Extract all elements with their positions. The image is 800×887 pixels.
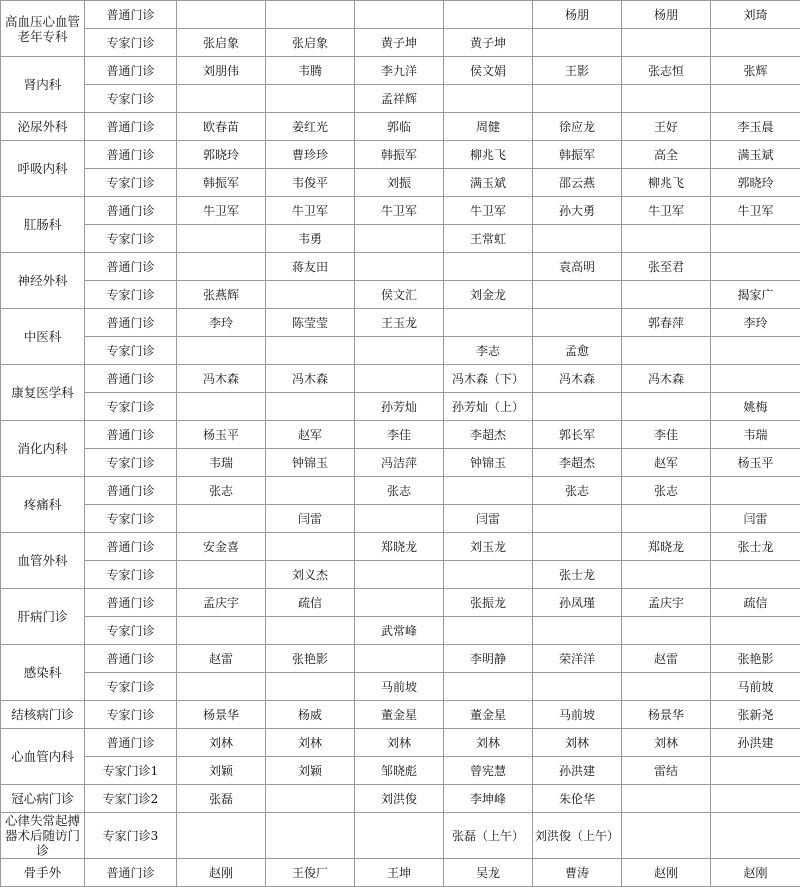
doctor-cell bbox=[711, 813, 800, 859]
department-name: 消化内科 bbox=[1, 421, 85, 477]
doctor-cell: 柳兆飞 bbox=[622, 169, 711, 197]
doctor-cell: 孟愈 bbox=[533, 337, 622, 365]
doctor-cell: 满玉斌 bbox=[711, 141, 800, 169]
doctor-cell: 王玉龙 bbox=[355, 309, 444, 337]
doctor-cell bbox=[622, 393, 711, 421]
table-row bbox=[1, 113, 800, 141]
doctor-cell: 刘林 bbox=[355, 729, 444, 757]
doctor-cell: 徐应龙 bbox=[533, 113, 622, 141]
doctor-cell bbox=[266, 85, 355, 113]
department-name: 中医科 bbox=[1, 309, 85, 365]
doctor-cell: 邹晓彪 bbox=[355, 757, 444, 785]
department-name: 肛肠科 bbox=[1, 197, 85, 253]
doctor-cell bbox=[355, 505, 444, 533]
doctor-cell bbox=[711, 561, 800, 589]
doctor-cell bbox=[622, 337, 711, 365]
clinic-type: 普通门诊 bbox=[85, 365, 177, 393]
doctor-cell: 李玲 bbox=[711, 309, 800, 337]
department-name: 肝病门诊 bbox=[1, 589, 85, 645]
doctor-cell: 揭家广 bbox=[711, 281, 800, 309]
doctor-cell: 赵军 bbox=[266, 421, 355, 449]
doctor-cell: 郑晓龙 bbox=[622, 533, 711, 561]
doctor-cell: 侯文娟 bbox=[444, 57, 533, 85]
doctor-cell bbox=[622, 617, 711, 645]
table-row bbox=[1, 253, 800, 281]
doctor-cell: 刘金龙 bbox=[444, 281, 533, 309]
doctor-cell bbox=[533, 29, 622, 57]
doctor-cell: 李九洋 bbox=[355, 57, 444, 85]
clinic-type: 专家门诊 bbox=[85, 85, 177, 113]
doctor-cell: 刘林 bbox=[177, 729, 266, 757]
doctor-cell: 王常虹 bbox=[444, 225, 533, 253]
doctor-cell: 李玲 bbox=[177, 309, 266, 337]
doctor-cell: 疏信 bbox=[711, 589, 800, 617]
doctor-cell bbox=[177, 337, 266, 365]
doctor-cell bbox=[177, 393, 266, 421]
clinic-type: 普通门诊 bbox=[85, 1, 177, 29]
doctor-cell: 王坤 bbox=[355, 859, 444, 887]
doctor-cell bbox=[266, 393, 355, 421]
doctor-cell: 孙凤瑾 bbox=[533, 589, 622, 617]
doctor-cell: 王好 bbox=[622, 113, 711, 141]
doctor-cell bbox=[444, 561, 533, 589]
doctor-cell bbox=[711, 477, 800, 505]
doctor-cell: 钟锦玉 bbox=[266, 449, 355, 477]
doctor-cell bbox=[622, 673, 711, 701]
table-row bbox=[1, 561, 800, 589]
doctor-cell: 李佳 bbox=[622, 421, 711, 449]
doctor-cell bbox=[444, 253, 533, 281]
doctor-cell bbox=[177, 1, 266, 29]
doctor-cell bbox=[444, 309, 533, 337]
doctor-cell: 冯木森 bbox=[266, 365, 355, 393]
doctor-cell: 曹珍珍 bbox=[266, 141, 355, 169]
clinic-type: 专家门诊1 bbox=[85, 757, 177, 785]
doctor-cell bbox=[533, 85, 622, 113]
doctor-cell: 马前坡 bbox=[711, 673, 800, 701]
doctor-cell: 朱伦华 bbox=[533, 785, 622, 813]
clinic-type: 专家门诊2 bbox=[85, 785, 177, 813]
doctor-cell: 韦腾 bbox=[266, 57, 355, 85]
doctor-cell: 曹涛 bbox=[533, 859, 622, 887]
doctor-cell: 郭春萍 bbox=[622, 309, 711, 337]
clinic-type: 专家门诊 bbox=[85, 617, 177, 645]
clinic-type: 专家门诊 bbox=[85, 505, 177, 533]
clinic-type: 专家门诊3 bbox=[85, 813, 177, 859]
department-name: 呼吸内科 bbox=[1, 141, 85, 197]
table-row bbox=[1, 449, 800, 477]
doctor-cell: 赵刚 bbox=[622, 859, 711, 887]
clinic-type: 普通门诊 bbox=[85, 533, 177, 561]
doctor-cell: 姜红光 bbox=[266, 113, 355, 141]
clinic-type: 专家门诊 bbox=[85, 337, 177, 365]
doctor-cell bbox=[622, 505, 711, 533]
doctor-cell: 赵刚 bbox=[711, 859, 800, 887]
department-name: 肾内科 bbox=[1, 57, 85, 113]
table-row bbox=[1, 701, 800, 729]
clinic-type: 专家门诊 bbox=[85, 449, 177, 477]
doctor-cell bbox=[355, 1, 444, 29]
clinic-type: 专家门诊 bbox=[85, 561, 177, 589]
doctor-cell: 张士龙 bbox=[533, 561, 622, 589]
doctor-cell bbox=[177, 505, 266, 533]
table-row bbox=[1, 533, 800, 561]
department-name: 感染科 bbox=[1, 645, 85, 701]
doctor-cell bbox=[444, 617, 533, 645]
clinic-type: 专家门诊 bbox=[85, 29, 177, 57]
doctor-cell: 钟锦玉 bbox=[444, 449, 533, 477]
clinic-type: 普通门诊 bbox=[85, 729, 177, 757]
doctor-cell: 姚梅 bbox=[711, 393, 800, 421]
doctor-cell: 牛卫军 bbox=[622, 197, 711, 225]
doctor-cell: 马前坡 bbox=[533, 701, 622, 729]
department-name: 骨手外 bbox=[1, 859, 85, 887]
table-row bbox=[1, 785, 800, 813]
doctor-cell: 张艳影 bbox=[266, 645, 355, 673]
doctor-cell: 刘林 bbox=[622, 729, 711, 757]
doctor-cell: 陈莹莹 bbox=[266, 309, 355, 337]
doctor-cell: 刘林 bbox=[444, 729, 533, 757]
doctor-cell: 牛卫军 bbox=[444, 197, 533, 225]
doctor-cell: 满玉斌 bbox=[444, 169, 533, 197]
doctor-cell: 孟庆宇 bbox=[177, 589, 266, 617]
doctor-cell: 刘颖 bbox=[177, 757, 266, 785]
clinic-type: 普通门诊 bbox=[85, 645, 177, 673]
doctor-cell bbox=[266, 1, 355, 29]
doctor-cell: 李志 bbox=[444, 337, 533, 365]
department-name: 高血压心血管老年专科 bbox=[1, 1, 85, 57]
doctor-cell: 刘琦 bbox=[711, 1, 800, 29]
doctor-cell: 王俊厂 bbox=[266, 859, 355, 887]
doctor-cell: 李佳 bbox=[355, 421, 444, 449]
doctor-cell bbox=[355, 225, 444, 253]
doctor-cell bbox=[533, 505, 622, 533]
doctor-cell: 刘义杰 bbox=[266, 561, 355, 589]
doctor-cell bbox=[355, 365, 444, 393]
doctor-cell: 黄子坤 bbox=[444, 29, 533, 57]
doctor-cell: 孙芳灿（上） bbox=[444, 393, 533, 421]
doctor-cell: 刘振 bbox=[355, 169, 444, 197]
table-row bbox=[1, 813, 800, 859]
department-name: 心律失常起搏器术后随访门诊 bbox=[1, 813, 85, 859]
doctor-cell bbox=[533, 533, 622, 561]
doctor-cell: 杨威 bbox=[266, 701, 355, 729]
doctor-cell: 张启象 bbox=[266, 29, 355, 57]
doctor-cell bbox=[355, 813, 444, 859]
doctor-cell bbox=[533, 393, 622, 421]
clinic-type: 普通门诊 bbox=[85, 477, 177, 505]
doctor-cell: 赵刚 bbox=[177, 859, 266, 887]
doctor-cell: 张磊 bbox=[177, 785, 266, 813]
doctor-cell: 杨玉平 bbox=[177, 421, 266, 449]
doctor-cell: 赵雷 bbox=[622, 645, 711, 673]
doctor-cell: 张辉 bbox=[711, 57, 800, 85]
doctor-cell bbox=[444, 85, 533, 113]
doctor-cell: 安金喜 bbox=[177, 533, 266, 561]
doctor-cell: 韦俊平 bbox=[266, 169, 355, 197]
doctor-cell bbox=[622, 813, 711, 859]
department-name: 泌尿外科 bbox=[1, 113, 85, 141]
doctor-cell bbox=[177, 813, 266, 859]
table-row bbox=[1, 29, 800, 57]
doctor-cell: 张志 bbox=[177, 477, 266, 505]
doctor-cell bbox=[177, 85, 266, 113]
doctor-cell bbox=[622, 281, 711, 309]
doctor-cell: 韦勇 bbox=[266, 225, 355, 253]
doctor-cell: 赵雷 bbox=[177, 645, 266, 673]
doctor-cell: 闫雷 bbox=[711, 505, 800, 533]
doctor-cell: 孙芳灿 bbox=[355, 393, 444, 421]
doctor-cell: 刘洪俊 bbox=[355, 785, 444, 813]
doctor-cell: 孟庆宇 bbox=[622, 589, 711, 617]
table-row bbox=[1, 225, 800, 253]
table-row bbox=[1, 421, 800, 449]
doctor-cell bbox=[444, 477, 533, 505]
table-row bbox=[1, 505, 800, 533]
doctor-cell bbox=[711, 757, 800, 785]
doctor-cell: 侯文汇 bbox=[355, 281, 444, 309]
doctor-cell: 张启象 bbox=[177, 29, 266, 57]
doctor-cell: 张磊（上午） bbox=[444, 813, 533, 859]
doctor-cell: 曾宪慧 bbox=[444, 757, 533, 785]
table-row bbox=[1, 365, 800, 393]
doctor-cell bbox=[533, 225, 622, 253]
clinic-type: 专家门诊 bbox=[85, 673, 177, 701]
clinic-type: 普通门诊 bbox=[85, 309, 177, 337]
doctor-cell: 刘林 bbox=[266, 729, 355, 757]
doctor-cell: 冯木森（下） bbox=[444, 365, 533, 393]
table-row bbox=[1, 197, 800, 225]
doctor-cell: 韩振军 bbox=[533, 141, 622, 169]
doctor-cell bbox=[711, 785, 800, 813]
table-row bbox=[1, 337, 800, 365]
doctor-cell: 孙洪建 bbox=[533, 757, 622, 785]
table-row bbox=[1, 309, 800, 337]
table-row bbox=[1, 589, 800, 617]
doctor-cell: 张志 bbox=[355, 477, 444, 505]
doctor-cell: 刘朋伟 bbox=[177, 57, 266, 85]
doctor-cell: 欧春苗 bbox=[177, 113, 266, 141]
doctor-cell: 张燕辉 bbox=[177, 281, 266, 309]
doctor-cell: 武常峰 bbox=[355, 617, 444, 645]
doctor-cell: 蒋友田 bbox=[266, 253, 355, 281]
table-row bbox=[1, 617, 800, 645]
doctor-cell bbox=[177, 225, 266, 253]
doctor-cell bbox=[177, 561, 266, 589]
doctor-cell: 冯木森 bbox=[533, 365, 622, 393]
doctor-cell bbox=[711, 337, 800, 365]
doctor-cell bbox=[177, 617, 266, 645]
doctor-cell: 袁高明 bbox=[533, 253, 622, 281]
doctor-cell bbox=[711, 85, 800, 113]
doctor-cell bbox=[533, 673, 622, 701]
doctor-cell bbox=[355, 253, 444, 281]
doctor-cell: 韩振军 bbox=[177, 169, 266, 197]
doctor-cell: 郑晓龙 bbox=[355, 533, 444, 561]
doctor-cell: 杨朋 bbox=[622, 1, 711, 29]
doctor-cell bbox=[444, 673, 533, 701]
clinic-type: 专家门诊 bbox=[85, 393, 177, 421]
doctor-cell: 高全 bbox=[622, 141, 711, 169]
table-row bbox=[1, 85, 800, 113]
doctor-cell: 吴龙 bbox=[444, 859, 533, 887]
doctor-cell: 牛卫军 bbox=[266, 197, 355, 225]
doctor-cell bbox=[444, 1, 533, 29]
table-row bbox=[1, 281, 800, 309]
doctor-cell bbox=[622, 561, 711, 589]
department-name: 冠心病门诊 bbox=[1, 785, 85, 813]
doctor-cell: 李超杰 bbox=[444, 421, 533, 449]
doctor-cell: 郭晓玲 bbox=[711, 169, 800, 197]
doctor-cell: 李玉晨 bbox=[711, 113, 800, 141]
doctor-cell: 黄子坤 bbox=[355, 29, 444, 57]
doctor-cell: 柳兆飞 bbox=[444, 141, 533, 169]
doctor-cell: 张士龙 bbox=[711, 533, 800, 561]
doctor-cell: 李明静 bbox=[444, 645, 533, 673]
clinic-type: 普通门诊 bbox=[85, 253, 177, 281]
department-name: 血管外科 bbox=[1, 533, 85, 589]
doctor-cell: 孙洪建 bbox=[711, 729, 800, 757]
doctor-cell bbox=[711, 617, 800, 645]
doctor-cell: 杨景华 bbox=[622, 701, 711, 729]
table-row bbox=[1, 169, 800, 197]
doctor-cell bbox=[177, 253, 266, 281]
clinic-type: 专家门诊 bbox=[85, 281, 177, 309]
clinic-type: 普通门诊 bbox=[85, 113, 177, 141]
doctor-cell: 李超杰 bbox=[533, 449, 622, 477]
doctor-cell: 张志 bbox=[622, 477, 711, 505]
department-name: 神经外科 bbox=[1, 253, 85, 309]
clinic-type: 普通门诊 bbox=[85, 57, 177, 85]
doctor-cell: 冯木森 bbox=[622, 365, 711, 393]
doctor-cell: 董金星 bbox=[355, 701, 444, 729]
doctor-cell: 闫雷 bbox=[266, 505, 355, 533]
doctor-cell: 雷结 bbox=[622, 757, 711, 785]
doctor-cell: 张振龙 bbox=[444, 589, 533, 617]
clinic-type: 普通门诊 bbox=[85, 141, 177, 169]
department-name: 结核病门诊 bbox=[1, 701, 85, 729]
clinic-type: 专家门诊 bbox=[85, 225, 177, 253]
table-row bbox=[1, 757, 800, 785]
doctor-cell: 刘林 bbox=[533, 729, 622, 757]
table-row bbox=[1, 57, 800, 85]
doctor-cell: 刘玉龙 bbox=[444, 533, 533, 561]
doctor-cell bbox=[266, 281, 355, 309]
doctor-cell: 张志 bbox=[533, 477, 622, 505]
doctor-cell: 邵云燕 bbox=[533, 169, 622, 197]
doctor-cell bbox=[622, 785, 711, 813]
clinic-type: 专家门诊 bbox=[85, 169, 177, 197]
table-row bbox=[1, 673, 800, 701]
doctor-cell bbox=[622, 29, 711, 57]
doctor-cell bbox=[622, 225, 711, 253]
doctor-cell bbox=[711, 365, 800, 393]
doctor-cell: 荣洋洋 bbox=[533, 645, 622, 673]
doctor-cell bbox=[355, 645, 444, 673]
doctor-cell: 牛卫军 bbox=[355, 197, 444, 225]
doctor-cell bbox=[711, 29, 800, 57]
doctor-cell bbox=[355, 561, 444, 589]
doctor-cell: 赵军 bbox=[622, 449, 711, 477]
department-name: 心血管内科 bbox=[1, 729, 85, 785]
doctor-cell: 李坤峰 bbox=[444, 785, 533, 813]
doctor-cell bbox=[266, 617, 355, 645]
clinic-type: 普通门诊 bbox=[85, 859, 177, 887]
doctor-cell: 杨景华 bbox=[177, 701, 266, 729]
doctor-cell: 张新尧 bbox=[711, 701, 800, 729]
table-row bbox=[1, 645, 800, 673]
doctor-cell: 刘洪俊（上午） bbox=[533, 813, 622, 859]
doctor-cell bbox=[177, 673, 266, 701]
doctor-cell: 杨朋 bbox=[533, 1, 622, 29]
doctor-cell: 张志恒 bbox=[622, 57, 711, 85]
doctor-cell: 张艳影 bbox=[711, 645, 800, 673]
clinic-type: 专家门诊 bbox=[85, 701, 177, 729]
doctor-cell bbox=[355, 337, 444, 365]
schedule-body bbox=[1, 1, 800, 887]
doctor-cell: 牛卫军 bbox=[177, 197, 266, 225]
clinic-type: 普通门诊 bbox=[85, 197, 177, 225]
doctor-cell: 董金星 bbox=[444, 701, 533, 729]
department-name: 疼痛科 bbox=[1, 477, 85, 533]
clinic-type: 普通门诊 bbox=[85, 589, 177, 617]
doctor-cell bbox=[711, 225, 800, 253]
table-row bbox=[1, 859, 800, 887]
doctor-cell: 郭晓玲 bbox=[177, 141, 266, 169]
doctor-cell: 周健 bbox=[444, 113, 533, 141]
doctor-cell: 杨玉平 bbox=[711, 449, 800, 477]
doctor-cell bbox=[266, 673, 355, 701]
doctor-cell: 张至君 bbox=[622, 253, 711, 281]
table-row bbox=[1, 477, 800, 505]
doctor-cell: 韩振军 bbox=[355, 141, 444, 169]
doctor-cell bbox=[266, 337, 355, 365]
doctor-cell bbox=[266, 813, 355, 859]
department-name: 康复医学科 bbox=[1, 365, 85, 421]
doctor-cell: 韦瑞 bbox=[711, 421, 800, 449]
doctor-cell bbox=[711, 253, 800, 281]
doctor-cell: 王影 bbox=[533, 57, 622, 85]
doctor-cell: 马前坡 bbox=[355, 673, 444, 701]
doctor-cell: 冯木森 bbox=[177, 365, 266, 393]
clinic-type: 普通门诊 bbox=[85, 421, 177, 449]
doctor-cell bbox=[533, 617, 622, 645]
doctor-cell bbox=[266, 533, 355, 561]
doctor-cell: 郭临 bbox=[355, 113, 444, 141]
doctor-cell: 孙大勇 bbox=[533, 197, 622, 225]
doctor-cell bbox=[266, 785, 355, 813]
doctor-cell bbox=[533, 281, 622, 309]
doctor-cell bbox=[355, 589, 444, 617]
doctor-cell: 刘颖 bbox=[266, 757, 355, 785]
doctor-cell: 牛卫军 bbox=[711, 197, 800, 225]
table-row bbox=[1, 393, 800, 421]
doctor-cell bbox=[266, 477, 355, 505]
table-row bbox=[1, 141, 800, 169]
doctor-cell: 韦瑞 bbox=[177, 449, 266, 477]
table-row bbox=[1, 729, 800, 757]
doctor-cell: 郭长军 bbox=[533, 421, 622, 449]
doctor-cell: 孟祥辉 bbox=[355, 85, 444, 113]
doctor-cell bbox=[533, 309, 622, 337]
doctor-cell: 冯洁萍 bbox=[355, 449, 444, 477]
doctor-cell: 闫雷 bbox=[444, 505, 533, 533]
doctor-cell: 疏信 bbox=[266, 589, 355, 617]
table-row bbox=[1, 1, 800, 29]
doctor-cell bbox=[622, 85, 711, 113]
